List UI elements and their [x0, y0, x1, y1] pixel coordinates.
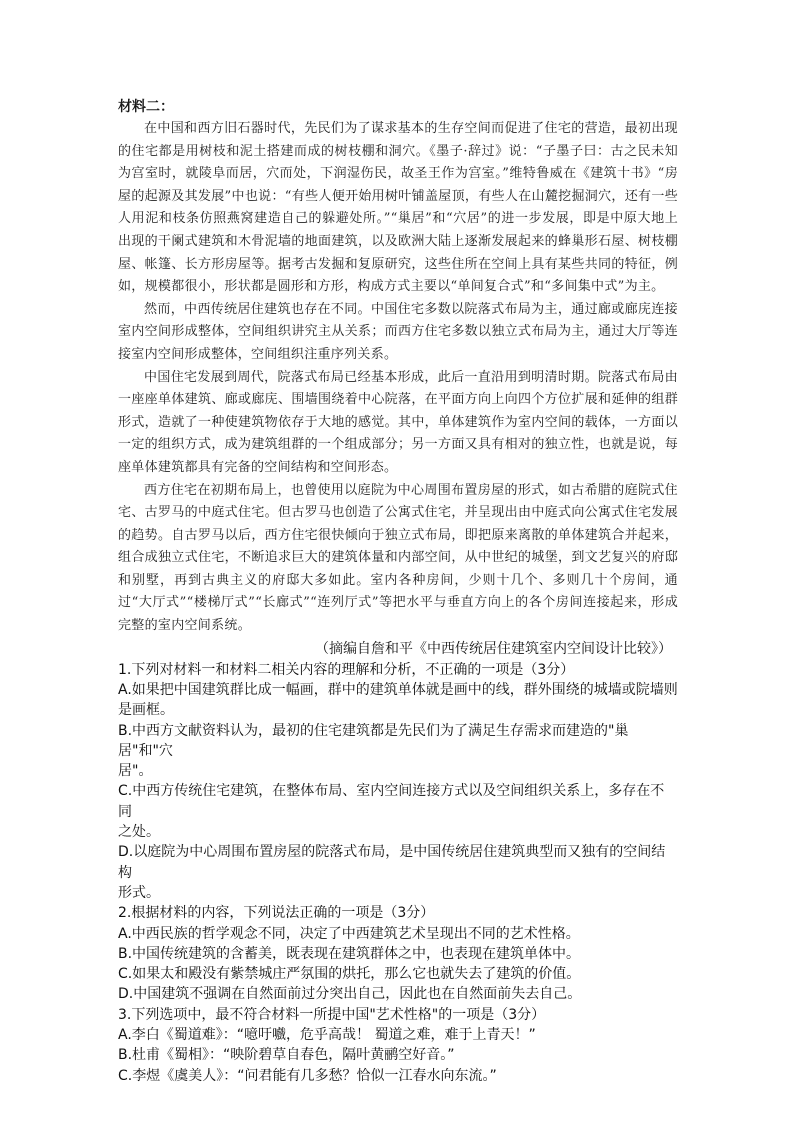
- question-3-stem: 3.下列选项中，最不符合材料一所提中国"艺术性格"的一项是（3分）: [118, 1006, 546, 1023]
- question-3-option-b: B.杜甫《蜀相》：“映阶碧草自春色，隔叶黄鹂空好音。”: [118, 1047, 455, 1064]
- material-paragraph: 西方住宅在初期布局上，也曾使用以庭院为中心周围布置房屋的形式，如古希腊的庭院式住宅、古罗马的中庭式住宅。但古罗马也创造了公寓式住宅，并呈现出由中庭式向公寓式住宅发展的趋势。自古罗马以后，西方住宅很快倾向于独立式布局，即把原来离散的单体建筑合并起来，组合成独立式住宅，不断追求巨大的建筑体量和内部空间，从中世纪的城堡，到文艺复兴的府邸和别墅，再到古典主义的府邸大多如此。室内各种房间，少则十几个、多则几十个房间，通过“大厅式”“楼梯厅式”“长廊式”“连列厅式”等把水平与垂直方向上的各个房间连接起来，形成完整的室内空间系统。: [118, 482, 678, 634]
- question-1-option-d: D.以庭院为中心周围布置房屋的院落式布局，是中国传统居住建筑典型而又独有的空间结构: [118, 844, 666, 881]
- question-2-option-b: B.中国传统建筑的含蓄美，既表现在建筑群体之中，也表现在建筑单体中。: [118, 945, 581, 962]
- question-1-option-b: B.中西方文献资料认为，最初的住宅建筑都是先民们为了满足生存需求而建造的"巢居"和"穴: [118, 722, 629, 759]
- question-list: [118, 660, 678, 1086]
- material-paragraph: 中国住宅发展到周代，院落式布局已经基本形成，此后一直沿用到明清时期。院落式布局由一座座单体建筑、廊或廊庑、围墙围绕着中心院落，在平面方向上向四个方位扩展和延伸的组群形式，造就了一种使建筑物依存于大地的感觉。其中，单体建筑作为室内空间的载体，一方面以一定的组织方式，成为建筑组群的一个组成部分；另一方面又具有相对的独立性，也就是说，每座单体建筑都具有完备的空间结构和空间形态。: [118, 369, 678, 475]
- question-2-option-d: D.中国建筑不强调在自然面前过分突出自己，因此也在自然面前失去自己。: [118, 986, 582, 1003]
- question-3-option-c: C.李煜《虞美人》：“问君能有几多愁？恰似一江春水向东流。”: [118, 1067, 497, 1084]
- question-1-option-c: C.中西方传统住宅建筑，在整体布局、室内空间连接方式以及空间组织关系上，多存在不同: [118, 783, 665, 820]
- question-1-stem: 1.下列对材料一和材料二相关内容的理解和分析，不正确的一项是（3分）: [118, 661, 575, 678]
- material-body: [118, 118, 678, 638]
- question-2-stem: 2.根据材料的内容，下列说法正确的一项是（3分）: [118, 905, 435, 922]
- question-3-option-a: A.李白《蜀道难》：“噫吁嚱，危乎高哉！ 蜀道之难，难于上青天！”: [118, 1027, 536, 1043]
- material-paragraph: 然而，中西传统居住建筑也存在不同。中国住宅多数以院落式布局为主，通过廊或廊庑连接室内空间形成整体，空间组织讲究主从关系；而西方住宅多数以独立式布局为主，通过大厅等连接室内空间形成整体，空间组织注重序列关系。: [118, 301, 678, 362]
- exam-page: [118, 96, 678, 1086]
- question-1-option-b-cont: 居"。: [118, 763, 153, 780]
- question-1-option-a: A.如果把中国建筑群比成一幅画，群中的建筑单体就是画中的线，群外围绕的城墙或院墙则: [118, 681, 678, 698]
- question-2-option-c: C.如果太和殿没有紫禁城庄严氛围的烘托，那么它也就失去了建筑的价值。: [118, 966, 581, 983]
- material-paragraph: 在中国和西方旧石器时代，先民们为了谋求基本的生存空间而促进了住宅的营造，最初出现的住宅都是用树枝和泥土搭建而成的树枝棚和洞穴。《墨子·辞过》说：“子墨子曰：古之民未知为宫室时，就陵阜而居，穴而处，下润湿伤民，故圣王作为宫室。”维特鲁威在《建筑十书》“房屋的起源及其发展”中也说：“有些人便开始用树叶铺盖屋顶，有些人在山麓挖掘洞穴，还有一些人用泥和枝条仿照燕窝建造自己的躲避处所。”“巢居”和“穴居”的进一步发展，即是中原大地上出现的干阑式建筑和木骨泥墙的地面建筑，以及欧洲大陆上逐渐发展起来的蜂巢形石屋、树枝棚屋、帐篷、长方形房屋等。据考古发掘和复原研究，这些住所在空间上具有某些共同的特征，例如，规模都很小，形状都是圆形和方形，构成方式主要以“单间复合式”和“多间集中式”为主。: [118, 121, 678, 295]
- question-1-option-c-cont: 之处。: [118, 824, 160, 841]
- material-source: （摘编自詹和平《中西传统居住建筑室内空间设计比较》）: [315, 640, 672, 657]
- question-1-option-a-cont: 是画框。: [118, 702, 174, 719]
- material-heading: 材料二：: [118, 99, 174, 115]
- question-1-option-d-cont: 形式。: [118, 884, 160, 901]
- question-2-option-a: A.中西民族的哲学观念不同，决定了中西建筑艺术呈现出不同的艺术性格。: [118, 925, 580, 942]
